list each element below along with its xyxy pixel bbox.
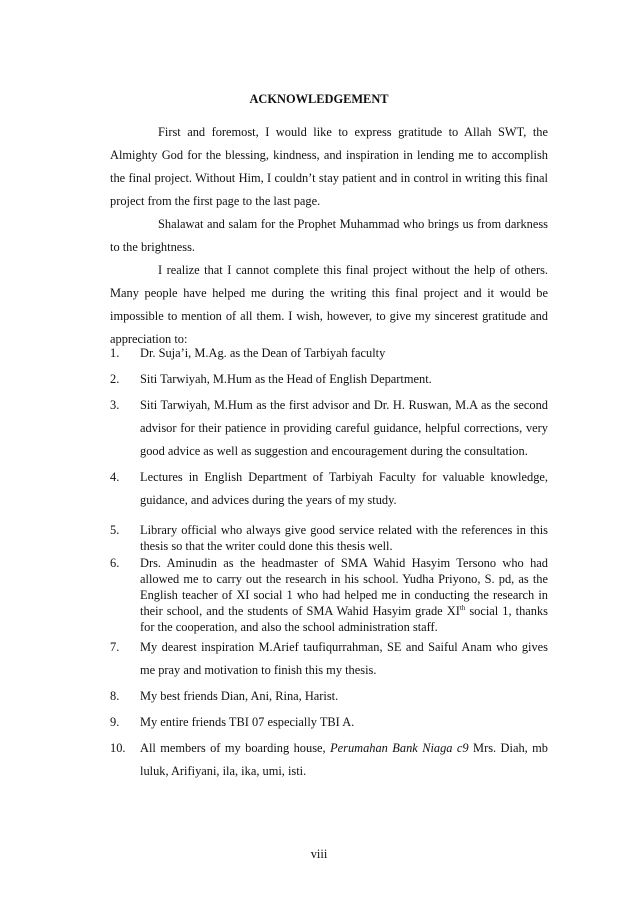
list-item-text: Drs. Aminudin as the headmaster of SMA Wahid Hasyim Tersono who had allowed me to carry out the research in his school. Yudha Priyono, S. pd, as the English teacher of XI social 1 who had helped me in conducting the research in their school, and the students of SMA Wahid Hasyim grade XI [140, 556, 548, 618]
list-item-text: Siti Tarwiyah, M.Hum as the Head of English Department. [140, 372, 432, 386]
paragraph-realize [110, 259, 548, 351]
list-item-text: Mrs. Diah, mb luluk, Arifiyani, ila, ika, umi, isti. [140, 741, 549, 778]
list-item-number: 6. [110, 556, 120, 570]
list-item [110, 466, 548, 512]
list-item [110, 394, 548, 463]
list-item [110, 522, 548, 554]
list-item-text: Lectures in English Department of Tarbiyah Faculty for valuable knowledge, guidance, and advices during the years of my study. [140, 470, 548, 507]
italic-text: Perumahan Bank Niaga c9 [330, 741, 469, 755]
list-item-number: 2. [110, 372, 120, 386]
paragraph-text: Shalawat and salam for the Prophet Muhammad who brings us from darkness to the brightness. [110, 217, 548, 254]
list-item [110, 685, 548, 708]
list-item-number: 9. [110, 715, 120, 729]
list-item-text: Dr. Suja’i, M.Ag. as the Dean of Tarbiyah faculty [140, 346, 386, 360]
list-item [110, 342, 548, 365]
list-item [110, 368, 548, 391]
list-item [110, 636, 548, 682]
list-item [110, 737, 548, 783]
list-item-number: 7. [110, 640, 120, 654]
list-item-number: 10. [110, 741, 126, 755]
list-item-number: 1. [110, 346, 120, 360]
list-item-text: My best friends Dian, Ani, Rina, Harist. [140, 689, 339, 703]
list-item-text: All members of my boarding house, [140, 741, 331, 755]
list-item [110, 711, 548, 734]
paragraph-text: I realize that I cannot complete this final project without the help of others. Many people have helped me during the writing this final project and it would be impossible to mention of all them. I wish, however, to give my sincerest gratitude and appreciation to: [110, 263, 548, 346]
superscript: th [459, 603, 466, 612]
paragraph-text: First and foremost, I would like to express gratitude to Allah SWT, the Almighty God for the blessing, kindness, and inspiration in lending me to accomplish the final project. Without Him, I couldn’t stay patient and in control in writing this final project from the first page to the last page. [110, 125, 548, 208]
list-item-number: 4. [110, 470, 120, 484]
acknowledgement-list [110, 342, 548, 783]
list-item-text: Library official who always give good service related with the references in this thesis so that the writer could done this thesis well. [140, 523, 548, 553]
page-number: viii [310, 847, 328, 861]
page-title: ACKNOWLEDGEMENT [249, 92, 389, 106]
list-item-text: My dearest inspiration M.Arief taufiqurrahman, SE and Saiful Anam who gives me pray and motivation to finish this my thesis. [140, 640, 548, 677]
paragraph-gratitude [110, 121, 548, 213]
list-item [110, 555, 548, 635]
list-item-text: social 1, thanks for the cooperation, and also the school administration staff. [140, 604, 548, 634]
list-item-number: 3. [110, 398, 120, 412]
list-item-number: 8. [110, 689, 120, 703]
list-item-text: My entire friends TBI 07 especially TBI A. [140, 715, 355, 729]
list-item-text: Siti Tarwiyah, M.Hum as the first advisor and Dr. H. Ruswan, M.A as the second advisor for their patience in providing careful guidance, helpful corrections, very good advice as well as suggestion and encouragement during the consultation. [140, 398, 548, 458]
paragraph-shalawat [110, 213, 548, 259]
list-item-number: 5. [110, 523, 120, 537]
